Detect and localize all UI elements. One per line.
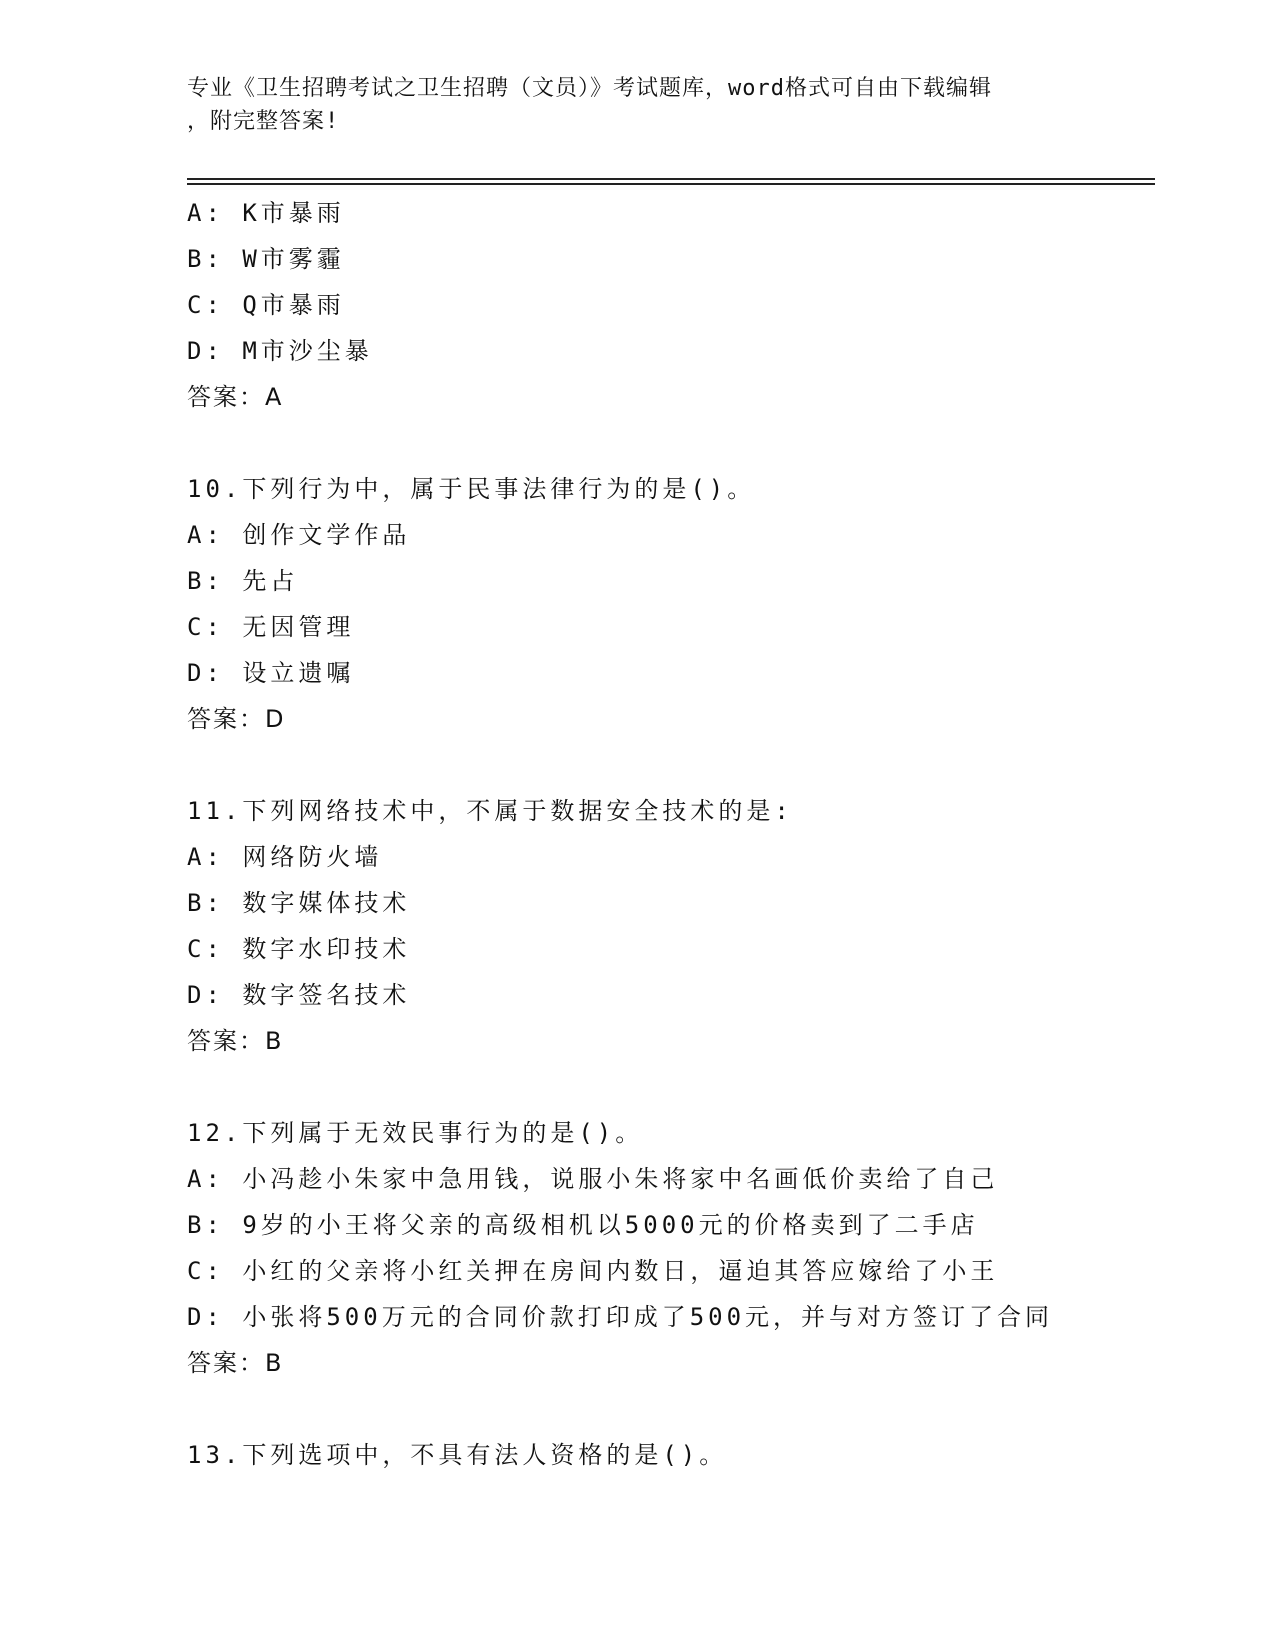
option-c: C: 无因管理: [187, 613, 355, 641]
answer: 答案：B: [187, 1349, 284, 1377]
question-list: [187, 190, 1147, 1478]
answer: 答案：D: [187, 705, 286, 733]
header-divider-top: [187, 178, 1155, 180]
option-a: A: 创作文学作品: [187, 521, 411, 549]
question-13: [187, 1432, 1147, 1478]
option-d: D: 设立遗嘱: [187, 659, 355, 687]
option-d: D: 数字签名技术: [187, 981, 411, 1009]
option-a: A: 网络防火墙: [187, 843, 383, 871]
question-11: [187, 788, 1147, 1064]
option-c: C: 小红的父亲将小红关押在房间内数日，逼迫其答应嫁给了小王: [187, 1257, 999, 1285]
document-header: [187, 72, 1067, 138]
question-text: 12.下列属于无效民事行为的是()。: [187, 1119, 644, 1147]
question-10: [187, 466, 1147, 742]
header-line-1: 专业《卫生招聘考试之卫生招聘（文员）》考试题库，word格式可自由下载编辑: [187, 76, 992, 101]
question-text: 11.下列网络技术中，不属于数据安全技术的是:: [187, 797, 793, 825]
option-a: A: 小冯趁小朱家中急用钱，说服小朱将家中名画低价卖给了自己: [187, 1165, 999, 1193]
option-b: B: 数字媒体技术: [187, 889, 411, 917]
option-b: B: 9岁的小王将父亲的高级相机以5000元的价格卖到了二手店: [187, 1211, 979, 1239]
option-b: B: W市雾霾: [187, 245, 345, 273]
spacer: [187, 1386, 1147, 1432]
header-line-2: ，附完整答案!: [187, 109, 340, 134]
answer: 答案：A: [187, 383, 284, 411]
spacer: [187, 1064, 1147, 1110]
spacer: [187, 420, 1147, 466]
option-a: A: K市暴雨: [187, 199, 345, 227]
question-text: 13.下列选项中，不具有法人资格的是()。: [187, 1441, 728, 1469]
option-d: D: M市沙尘暴: [187, 337, 373, 365]
option-b: B: 先占: [187, 567, 299, 595]
spacer: [187, 742, 1147, 788]
question-9: [187, 190, 1147, 420]
option-c: C: 数字水印技术: [187, 935, 411, 963]
question-12: [187, 1110, 1147, 1386]
option-d: D: 小张将500万元的合同价款打印成了500元，并与对方签订了合同: [187, 1303, 1054, 1331]
header-divider-bottom: [187, 183, 1155, 185]
question-text: 10.下列行为中，属于民事法律行为的是()。: [187, 475, 756, 503]
answer: 答案：B: [187, 1027, 284, 1055]
option-c: C: Q市暴雨: [187, 291, 345, 319]
